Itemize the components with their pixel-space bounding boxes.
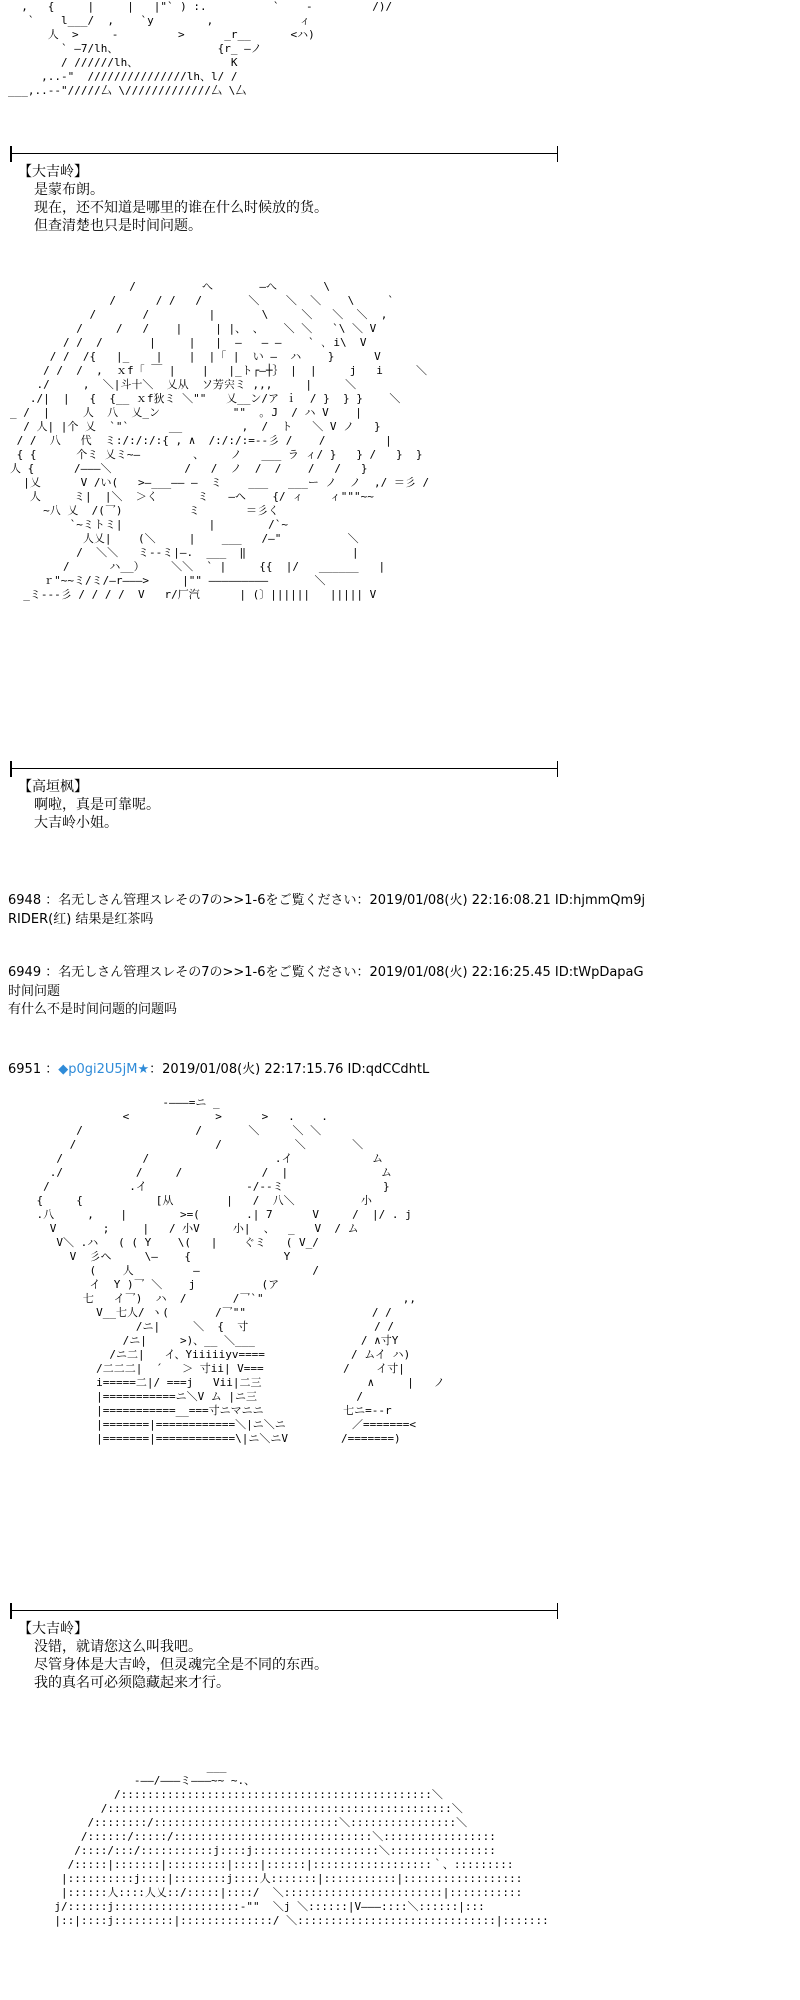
- speaker-name: 【大吉岭】: [18, 164, 88, 180]
- post-body: 时间问题 有什么不是时间问题的问题吗: [8, 984, 178, 1017]
- post-header: [8, 1061, 429, 1079]
- post-header: 6948 ：名无しさん管理スレその7の>>1-6をご覧ください：2019/01/08(火) 22:16:08.21 ID:hjmmQm9j: [8, 893, 646, 908]
- ascii-art-top: , { | | |"` ) :. ` - /)/ ` l___/ , `y , ィ 人 > - > _r__ <ハ) ` ―7/lh、 {r_ ―ノ / //////lh、 K ,..-" ///////////////lh、l/ / ___,..--"/////厶 \/////////////厶 \厶: [8, 0, 393, 97]
- ascii-art-character: -―――=ニ _ < > > . . / / ＼ ＼ ＼ / / ＼ ＼ / / .イ ム ./ / / / | ム / .イ -/--ミ } { { [从 | / 八＼ 小 .八 , | >=( .| 7 V / |/ . j V ; | / 小V 小| 、 _ V / ム V＼ .ハ ( ( Y \( | ぐミ ( V_/ V 彡ヘ \― { Y ( 人 ― / イ Y )乛 ＼ j (ア 七 イ乛) ハ / /乛`" ,, V__七人/ ヽ( /乛"" / / /ニ| ＼ { 寸 / / /ニ| >)、__ ＼___ / ∧寸Y /ニ二| イ、Yiiiiiyv==== / ムイ ハ) /二二二| ´ ＞ 寸ii| V=== / イ寸| i=====二|/ ===j Vii|二三 ∧ | ノ |===========ニ＼V ム |ニ三 / |===========__===寸ニマニニ 七ニ=--r |=======|============＼|ニ＼ニ ／=======< |=======|============\|ニ＼ニV /=======): [36, 1096, 445, 1445]
- speaker-name: 【大吉岭】: [18, 1621, 88, 1637]
- panel-divider: [10, 153, 558, 154]
- dialog-text: 没错，就请您这么叫我吧。 尽管身体是大吉岭，但灵魂完全是不同的东西。 我的真名可必须隐藏起来才行。: [34, 1639, 328, 1691]
- ascii-art-character: / へ ―へ \ / / / / ＼ ＼ ＼ \ ` / / | \ ＼ ＼ ＼ , / / / | | |、 、 ＼ ＼ `\ ＼ V / / / | | | ― ― ― ` ､ i\ V / / /{ |_ | | |「 | い ― ハ } V / / / , ｘf「 ￣ | | |_ト┌―┼｝ | | j i ＼ ./ , ＼|斗十＼ 乂从 ソ芳宍ミ ,,, | ＼ ./| | { {__ ｘf狄ミ ＼"" 乂__ン/ア ｉ / } } } ＼ _ / | 人 八 乂_ン "" ｡ J / ハ V | / 人| |个 乂 `"` __ , / ト ＼ V ノ } / / 八 代 ミ:/:/:/:{ , ∧ /:/:/:=--彡 / / | { { 个ミ 乂ミ~― 、 ノ ___ ラ ィ/ } } / } } 人 { /―――＼ / / ノ / / / / } |乂 V /い( >―___―― ― ミ ___ ___ー ノ ノ ,/ ＝彡 / 人 ミ| |＼ ＞く ミ ―ヘ {/ ィ ィ"""~~ ~八 乂 /(乛) ミ ＝彡く `~ミトミ| | /`~ 人乂| (＼ | ___ /―" ＼ / ＼＼ ミ--ミ|―. ___ ‖ | / ハ__） ＼＼ ` | {{ |/ ______ | ｒ"~~ミ/ミ/―r―――> |"" ――――――――― ＼ _ミ---彡 / / / / V r/厂汽 | (〕|||||| ||||| V: [10, 280, 430, 601]
- poster-trip-link[interactable]: ◆p0gi2U5jM★: [58, 1062, 150, 1077]
- post-meta: ：2019/01/08(火) 22:17:15.76 ID:qdCCdhtL: [149, 1062, 430, 1077]
- ascii-art-character: ___ -――/―――ミ―――~~ ~.、 /:::::::::::::::::::::::::::::::::::::::::::::::＼ /::::::::::::::::::::::::::::::::::::::::::::::::::::＼ /::::::::/::::::::::::::::::::::::::::＼::::::::::::::::＼ /::::::/:::::/::::::::::::::::::::::::::::::＼::::::::::::::::: /::::/:::/:::::::::::j::::j:::::::::::::::::::＼:::::::::::::::: /:::::|:::::::|:::::::::|::::|::::::|::::::::::::::::::｀、::::::::: |::::::::::j::::|::::::::j::::人:::::::|:::::::::::|:::::::::::::::::: |::::::人::::人乂::/:::::|::::/ ＼::::::::::::::::::::::::|::::::::::: j/::::::j:::::::::::::::::::-"" ＼j ＼::::::|V―――::::＼::::::|::: |::|::::j:::::::::|::::::::::::::/ ＼::::::::::::::::::::::::::::::|:::::::: [54, 1760, 549, 1927]
- dialog-text: 啊啦，真是可靠呢。 大吉岭小姐。: [34, 797, 160, 831]
- post-number: 6951 ：: [8, 1062, 59, 1077]
- dialog-text: 是蒙布朗。 现在，还不知道是哪里的谁在什么时候放的货。 但查清楚也只是时间问题。: [34, 182, 328, 234]
- post-header: 6949 ：名无しさん管理スレその7の>>1-6をご覧ください：2019/01/08(火) 22:16:25.45 ID:tWpDapaG: [8, 965, 644, 980]
- panel-divider: [10, 768, 558, 769]
- speaker-name: 【高垣枫】: [18, 779, 88, 795]
- panel-divider: [10, 1610, 558, 1611]
- post-body: RIDER(红) 结果是红茶吗: [8, 912, 154, 927]
